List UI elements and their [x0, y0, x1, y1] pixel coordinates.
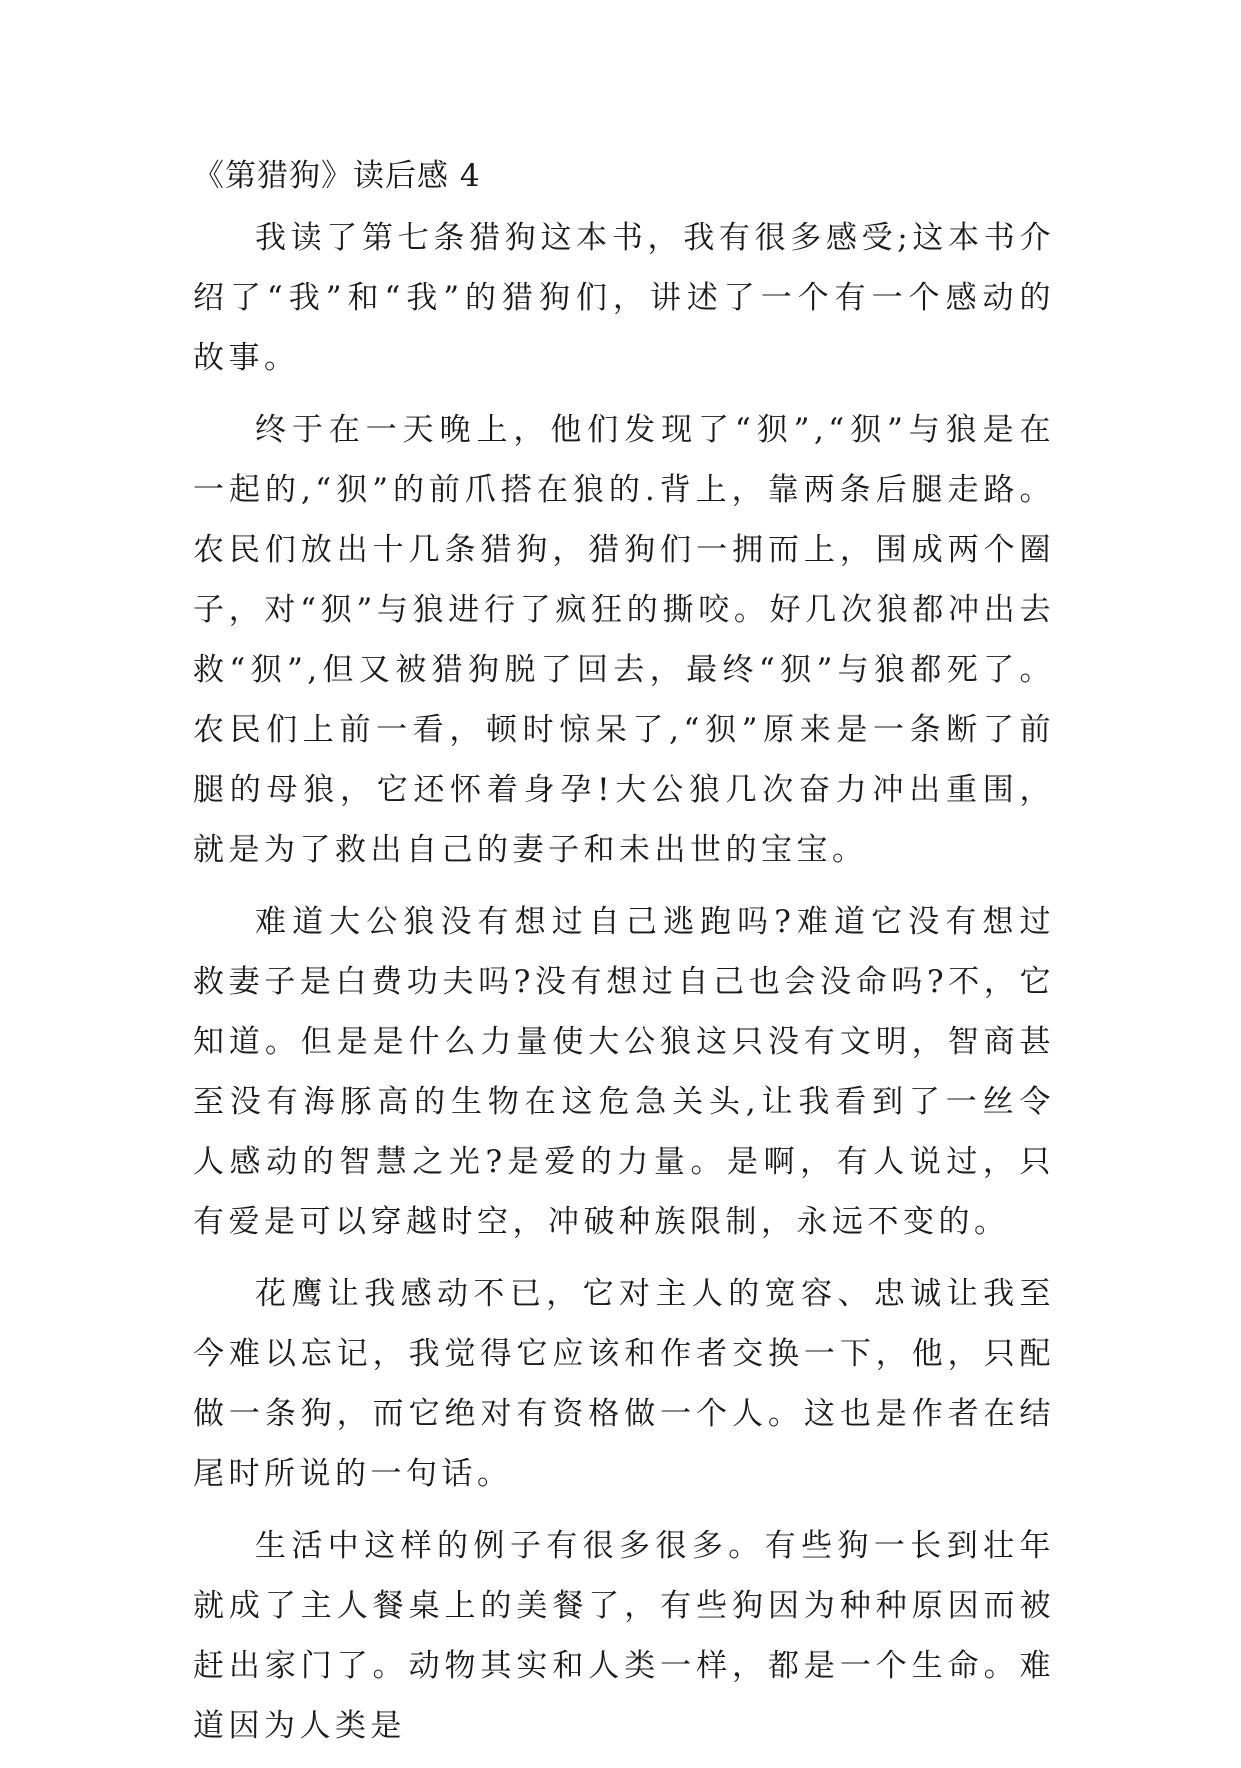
paragraph-2: 终于在一天晚上，他们发现了“狈”,“狈”与狼是在一起的,“狈”的前爪搭在狼的.背上，靠两条后腿走路。农民们放出十几条猎狗，猎狗们一拥而上，围成两个圈子，对“狈”与狼进行了疯狂的撕咬。好几次狼都冲出去救“狈”,但又被猎狗脱了回去，最终“狈”与狼都死了。农民们上前一看，顿时惊呆了,“狈”原来是一条断了前腿的母狼，它还怀着身孕!大公狼几次奋力冲出重围，就是为了救出自己的妻子和未出世的宝宝。 — [193, 412, 1055, 868]
document-title: 《第猎狗》读后感 4 — [193, 158, 481, 194]
document-page — [193, 150, 1055, 1768]
paragraph-1: 我读了第七条猎狗这本书，我有很多感受;这本书介绍了“我”和“我”的猎狗们，讲述了一个有一个感动的故事。 — [193, 220, 1055, 376]
paragraph-3: 难道大公狼没有想过自己逃跑吗?难道它没有想过救妻子是白费功夫吗?没有想过自己也会没命吗?不，它知道。但是是什么力量使大公狼这只没有文明，智商甚至没有海豚高的生物在这危急关头,让我看到了一丝令人感动的智慧之光?是爱的力量。是啊，有人说过，只有爱是可以穿越时空，冲破种族限制，永远不变的。 — [193, 904, 1055, 1240]
paragraph-5: 生活中这样的例子有很多很多。有些狗一长到壮年就成了主人餐桌上的美餐了，有些狗因为种种原因而被赶出家门了。动物其实和人类一样，都是一个生命。难道因为人类是 — [193, 1528, 1055, 1744]
paragraph-4: 花鹰让我感动不已，它对主人的宽容、忠诚让我至今难以忘记，我觉得它应该和作者交换一下，他，只配做一条狗，而它绝对有资格做一个人。这也是作者在结尾时所说的一句话。 — [193, 1276, 1055, 1492]
